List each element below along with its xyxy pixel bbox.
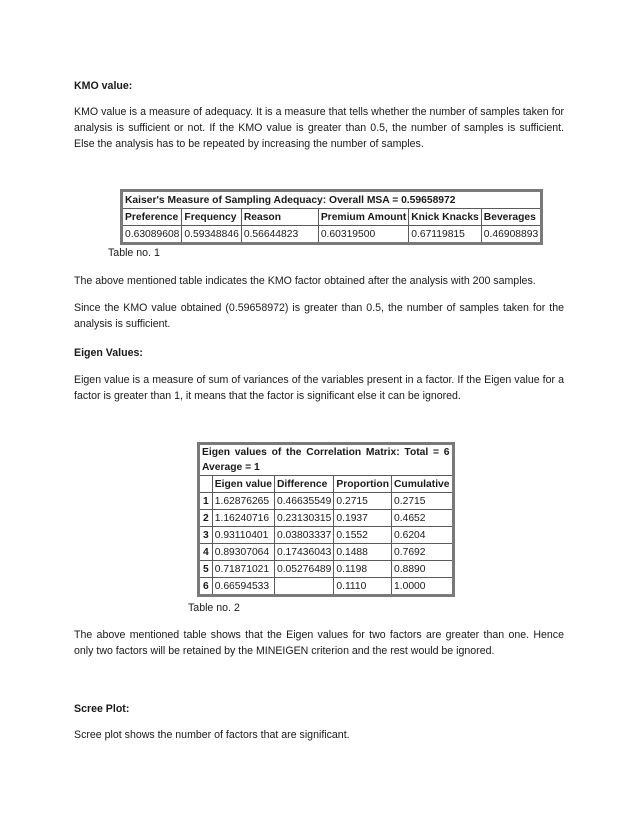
- difference-cell: 0.46635549: [274, 493, 333, 510]
- kmo-header-cell: Reason: [241, 209, 318, 226]
- proportion-cell: 0.1198: [334, 561, 392, 578]
- row-index: 6: [199, 578, 213, 596]
- difference-cell: [274, 578, 333, 596]
- kmo-table: [120, 189, 543, 245]
- table-row: [199, 578, 454, 596]
- proportion-cell: 0.1937: [334, 510, 392, 527]
- kmo-heading: KMO value:: [74, 80, 133, 92]
- proportion-cell: 0.1488: [334, 544, 392, 561]
- kmo-header-cell: Beverages: [481, 209, 541, 226]
- eigen-paragraph: Eigen value is a measure of sum of variances of the variables present in a factor. If the Eigen value for a factor is greater than 1, it means that the factor is significant else it can be ignored.: [74, 374, 564, 402]
- row-index: 2: [199, 510, 213, 527]
- table-row: [199, 527, 454, 544]
- eigen-value-cell: 0.93110401: [212, 527, 274, 544]
- eigen-heading: Eigen Values:: [74, 347, 143, 359]
- kmo-value-cell: 0.67119815: [409, 226, 482, 244]
- eigen-after: The above mentioned table shows that the Eigen values for two factors are greater than one. Hence only two factors will be retained by the MINEIGEN criterion and the rest would be ignored.: [74, 629, 564, 657]
- proportion-cell: 0.1110: [334, 578, 392, 596]
- kmo-value-cell: 0.60319500: [318, 226, 408, 244]
- kmo-header-cell: Preference: [122, 209, 182, 226]
- kmo-after-2: Since the KMO value obtained (0.59658972) is greater than 0.5, the number of samples taken for the analysis is sufficient.: [74, 302, 564, 330]
- eigen-header-cell: Cumulative: [392, 476, 454, 493]
- kmo-table-title: Kaiser's Measure of Sampling Adequacy: Overall MSA = 0.59658972: [122, 191, 542, 209]
- eigen-value-cell: 0.66594533: [212, 578, 274, 596]
- eigen-table-title: Eigen values of the Correlation Matrix: Total = 6 Average = 1: [199, 444, 454, 476]
- eigen-header-cell: Difference: [274, 476, 333, 493]
- table-row: [199, 561, 454, 578]
- cumulative-cell: 0.7692: [392, 544, 454, 561]
- difference-cell: 0.17436043: [274, 544, 333, 561]
- difference-cell: 0.05276489: [274, 561, 333, 578]
- kmo-paragraph: KMO value is a measure of adequacy. It is a measure that tells whether the number of samples taken for analysis is sufficient or not. If the KMO value is greater than 0.5, the number of samples is sufficient. Else the analysis has to be repeated by increasing the number of samples.: [74, 106, 564, 150]
- scree-paragraph: Scree plot shows the number of factors that are significant.: [74, 729, 350, 741]
- row-index: 5: [199, 561, 213, 578]
- table-row: [199, 544, 454, 561]
- eigen-header-blank: [199, 476, 213, 493]
- table-row: [199, 493, 454, 510]
- difference-cell: 0.03803337: [274, 527, 333, 544]
- cumulative-cell: 0.8890: [392, 561, 454, 578]
- cumulative-cell: 0.2715: [392, 493, 454, 510]
- cumulative-cell: 1.0000: [392, 578, 454, 596]
- proportion-cell: 0.1552: [334, 527, 392, 544]
- kmo-value-cell: 0.63089608: [122, 226, 182, 244]
- table-row: [199, 510, 454, 527]
- eigen-header-cell: Proportion: [334, 476, 392, 493]
- row-index: 4: [199, 544, 213, 561]
- eigen-value-cell: 1.16240716: [212, 510, 274, 527]
- kmo-header-cell: Frequency: [182, 209, 241, 226]
- scree-heading: Scree Plot:: [74, 703, 130, 715]
- kmo-value-cell: 0.56644823: [241, 226, 318, 244]
- eigen-value-cell: 0.89307064: [212, 544, 274, 561]
- cumulative-cell: 0.6204: [392, 527, 454, 544]
- kmo-header-cell: Premium Amount: [318, 209, 408, 226]
- eigen-value-cell: 1.62876265: [212, 493, 274, 510]
- kmo-value-cell: 0.46908893: [481, 226, 541, 244]
- kmo-table-caption: Table no. 1: [108, 247, 160, 259]
- kmo-value-cell: 0.59348846: [182, 226, 241, 244]
- cumulative-cell: 0.4652: [392, 510, 454, 527]
- eigen-value-cell: 0.71871021: [212, 561, 274, 578]
- eigen-table: [197, 442, 455, 597]
- difference-cell: 0.23130315: [274, 510, 333, 527]
- row-index: 1: [199, 493, 213, 510]
- eigen-header-cell: Eigen value: [212, 476, 274, 493]
- row-index: 3: [199, 527, 213, 544]
- kmo-after-1: The above mentioned table indicates the KMO factor obtained after the analysis with 200 samples.: [74, 275, 536, 287]
- proportion-cell: 0.2715: [334, 493, 392, 510]
- eigen-table-caption: Table no. 2: [188, 602, 240, 614]
- kmo-header-cell: Knick Knacks: [409, 209, 482, 226]
